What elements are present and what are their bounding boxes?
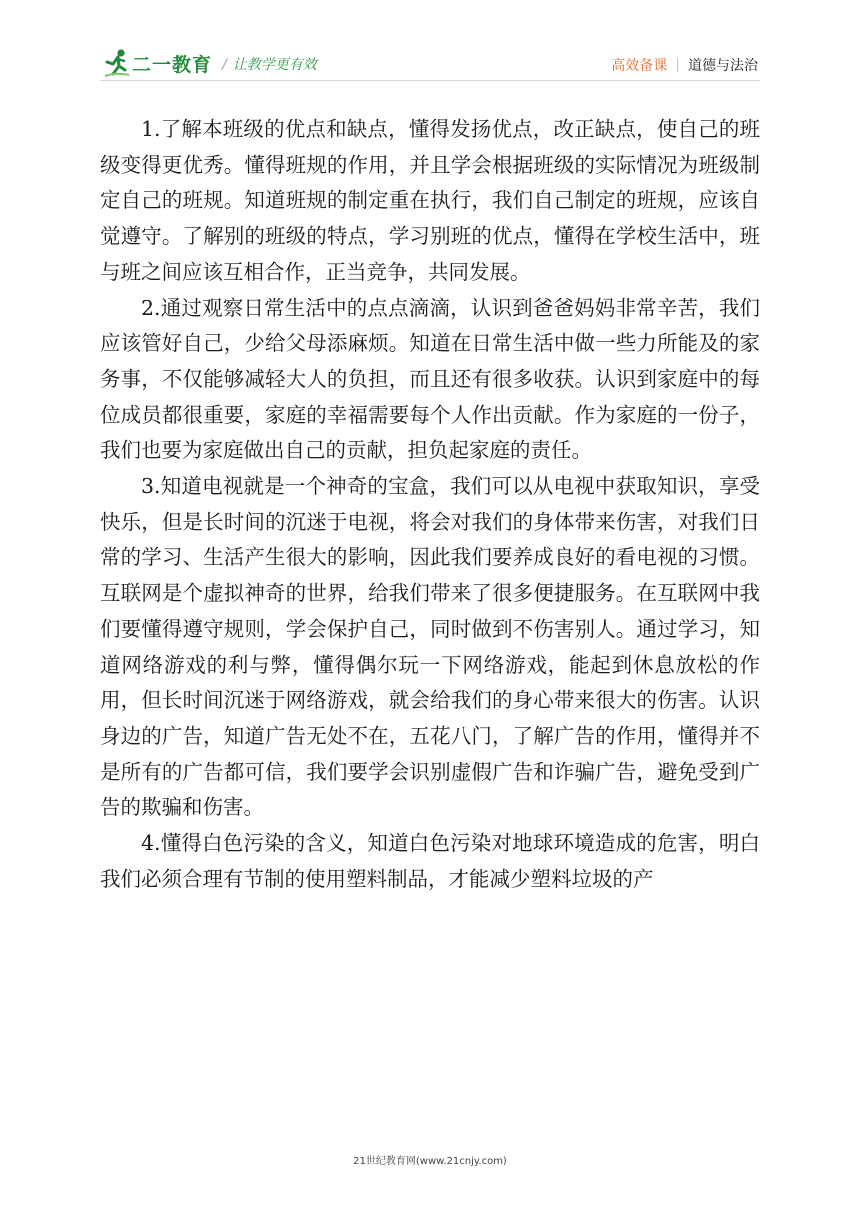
logo-text: 二一教育 <box>132 53 213 76</box>
paragraph-4: 4.懂得白色污染的含义，知道白色污染对地球环境造成的危害，明白我们必须合理有节制的使用塑料制品，才能减少塑料垃圾的产 <box>100 831 760 891</box>
slash-divider: / <box>222 57 227 73</box>
header-divider <box>100 80 760 81</box>
paragraph-1: 1.了解本班级的优点和缺点，懂得发扬优点，改正缺点，使自己的班级变得更优秀。懂得班规的作用，并且学会根据班级的实际情况为班级制定自己的班规。知道班规的制定重在执行，我们自己制定的班规，应该自觉遵守。了解别的班级的特点，学习别班的优点，懂得在学校生活中，班与班之间应该互相合作，正当竞争，共同发展。 <box>100 117 760 284</box>
header-tag: 高效备课 <box>611 58 668 74</box>
header-separator: | <box>675 57 680 73</box>
paragraph-3: 3.知道电视就是一个神奇的宝盒，我们可以从电视中获取知识，享受快乐，但是长时间的沉迷于电视，将会对我们的身体带来伤害，对我们日常的学习、生活产生很大的影响，因此我们要养成良好的看电视的习惯。互联网是个虚拟神奇的世界，给我们带来了很多便捷服务。在互联网中我们要懂得遵守规则，学会保护自己，同时做到不伤害别人。通过学习，知道网络游戏的利与弊，懂得偶尔玩一下网络游戏，能起到休息放松的作用，但长时间沉迷于网络游戏，就会给我们的身心带来很大的伤害。认识身边的广告，知道广告无处不在，五花八门，了解广告的作用，懂得并不是所有的广告都可信，我们要学会识别虚假广告和诈骗广告，避免受到广告的欺骗和伤害。 <box>100 474 760 820</box>
page-header <box>0 0 860 84</box>
header-right <box>611 55 758 75</box>
paragraph-2: 2.通过观察日常生活中的点点滴滴，认识到爸爸妈妈非常辛苦，我们应该管好自己，少给父母添麻烦。知道在日常生活中做一些力所能及的家务事，不仅能够减轻大人的负担，而且还有很多收获。认识到家庭中的每位成员都很重要，家庭的幸福需要每个人作出贡献。作为家庭的一份子，我们也要为家庭做出自己的贡献，担负起家庭的责任。 <box>100 295 760 463</box>
slogan <box>222 54 317 74</box>
document-body <box>100 112 760 897</box>
header-subject: 道德与法治 <box>688 58 758 74</box>
runner-logo-icon <box>104 48 130 78</box>
logo <box>104 46 212 80</box>
page-footer: 21世纪教育网(www.21cnjy.com) <box>353 1156 507 1167</box>
slogan-text: 让教学更有效 <box>232 57 317 73</box>
